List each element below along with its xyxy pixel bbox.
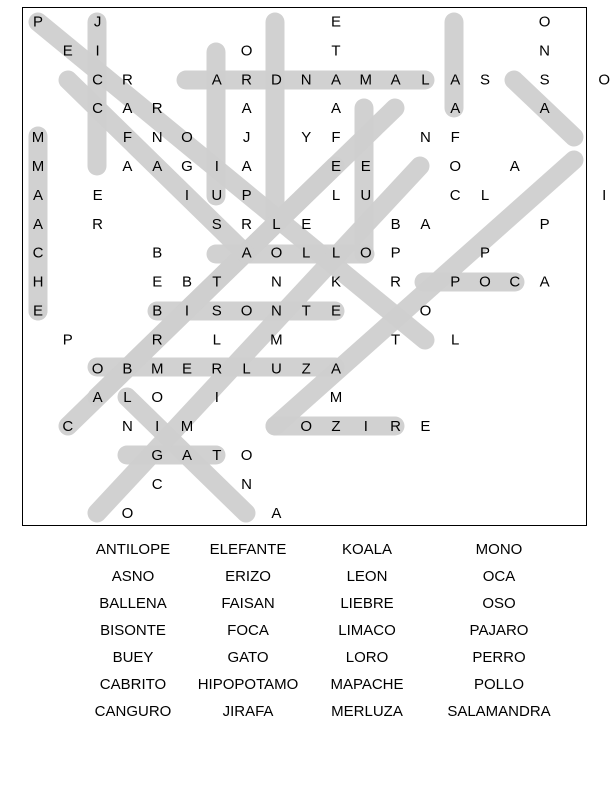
grid-letter[interactable]: O bbox=[479, 273, 491, 291]
word-list-item: PAJARO bbox=[469, 622, 529, 639]
grid-letter[interactable]: N bbox=[270, 273, 282, 291]
grid-letter[interactable]: A bbox=[241, 244, 252, 262]
grid-letter[interactable]: I bbox=[602, 186, 607, 204]
grid-letter[interactable]: L bbox=[123, 389, 132, 407]
grid-letter[interactable]: U bbox=[270, 360, 282, 378]
grid-letter[interactable]: F bbox=[450, 129, 460, 147]
grid-letter[interactable]: A bbox=[450, 100, 461, 118]
grid-letter[interactable]: A bbox=[271, 504, 282, 522]
word-list-item: LORO bbox=[345, 649, 389, 666]
grid-letter[interactable]: P bbox=[241, 186, 252, 204]
grid-letter[interactable]: T bbox=[331, 42, 341, 60]
word-list-row bbox=[70, 536, 570, 563]
grid-letter[interactable]: I bbox=[155, 418, 160, 436]
grid-letter[interactable]: O bbox=[240, 42, 253, 60]
grid-letter[interactable]: J bbox=[93, 13, 102, 31]
grid-letter[interactable]: P bbox=[390, 244, 401, 262]
word-list-item: MAPACHE bbox=[330, 676, 404, 693]
word-list-item: JIRAFA bbox=[222, 703, 274, 720]
grid-letter[interactable]: M bbox=[180, 418, 194, 436]
word-list-item: SALAMANDRA bbox=[447, 703, 551, 720]
grid-letter[interactable]: L bbox=[331, 244, 341, 262]
grid-letter[interactable]: E bbox=[301, 215, 312, 233]
grid-letter[interactable]: P bbox=[32, 13, 44, 31]
grid-letter[interactable]: O bbox=[538, 13, 551, 31]
grid-letter[interactable]: A bbox=[390, 71, 401, 89]
grid-letter[interactable]: R bbox=[211, 360, 223, 378]
grid-letter[interactable]: N bbox=[241, 475, 253, 493]
grid-letter[interactable]: B bbox=[181, 273, 193, 291]
word-list-item: BALLENA bbox=[99, 595, 167, 612]
grid-letter[interactable]: J bbox=[242, 129, 251, 147]
grid-letter[interactable]: A bbox=[122, 158, 133, 175]
grid-letter[interactable]: A bbox=[539, 273, 550, 291]
word-list-item: KOALA bbox=[341, 541, 393, 558]
word-list bbox=[70, 536, 570, 725]
grid-letter[interactable]: N bbox=[419, 129, 431, 147]
grid-letter[interactable]: M bbox=[270, 331, 283, 349]
grid-letter[interactable]: O bbox=[270, 244, 283, 262]
grid-letter[interactable]: E bbox=[420, 418, 431, 436]
grid-letter[interactable]: R bbox=[241, 71, 253, 89]
grid-letter[interactable]: D bbox=[270, 71, 282, 89]
grid-letter[interactable]: E bbox=[330, 302, 342, 320]
grid-letter[interactable]: A bbox=[32, 186, 44, 204]
grid-letter[interactable]: K bbox=[330, 273, 342, 291]
word-list-item: FOCA bbox=[227, 622, 269, 639]
grid-letter[interactable]: T bbox=[212, 273, 222, 291]
grid-letter[interactable]: T bbox=[212, 447, 222, 464]
grid-letter[interactable]: M bbox=[31, 158, 45, 175]
grid-letter[interactable]: B bbox=[390, 215, 401, 233]
word-list-item: ELEFANTE bbox=[209, 541, 287, 558]
grid-letter[interactable]: G bbox=[151, 447, 164, 464]
grid-letter[interactable]: R bbox=[121, 71, 133, 89]
grid-letter[interactable]: A bbox=[32, 215, 44, 233]
grid-letter[interactable]: I bbox=[184, 302, 190, 320]
grid-letter[interactable]: C bbox=[449, 186, 461, 204]
grid-letter[interactable]: M bbox=[150, 360, 164, 378]
grid-letter[interactable]: P bbox=[450, 273, 461, 291]
grid-letter[interactable]: E bbox=[360, 158, 371, 175]
found-word-highlights bbox=[38, 22, 574, 513]
grid-letter[interactable]: A bbox=[241, 100, 252, 118]
word-list-item: CANGURO bbox=[94, 703, 172, 720]
grid-letter[interactable]: M bbox=[359, 71, 373, 89]
grid-letter[interactable]: A bbox=[420, 215, 431, 233]
grid-letter[interactable]: R bbox=[151, 100, 163, 118]
grid-letter[interactable]: S bbox=[539, 71, 550, 89]
grid-letter[interactable]: L bbox=[451, 331, 460, 349]
word-list-row bbox=[70, 563, 570, 590]
word-list-item: LIMACO bbox=[338, 622, 396, 639]
grid-letter[interactable]: A bbox=[509, 158, 520, 175]
word-list-item: BUEY bbox=[112, 649, 154, 666]
grid-letter[interactable]: C bbox=[92, 100, 104, 118]
grid-letter[interactable]: B bbox=[152, 302, 163, 320]
grid-letter[interactable]: N bbox=[270, 302, 282, 320]
grid-letter[interactable]: I bbox=[214, 389, 219, 407]
grid-letter[interactable]: C bbox=[509, 273, 521, 291]
grid-letter[interactable]: A bbox=[92, 389, 103, 407]
highlight-diag-2 bbox=[275, 160, 574, 426]
grid-letter[interactable]: O bbox=[240, 447, 253, 464]
grid-letter[interactable]: I bbox=[214, 158, 219, 175]
grid-letter[interactable]: R bbox=[241, 215, 253, 233]
grid-letter[interactable]: O bbox=[181, 129, 193, 147]
grid-letter[interactable]: E bbox=[152, 273, 163, 291]
grid-letter[interactable]: E bbox=[330, 158, 342, 175]
grid-letter[interactable]: A bbox=[450, 71, 461, 89]
word-list-item: HIPOPOTAMO bbox=[197, 676, 299, 693]
grid-letter[interactable]: L bbox=[302, 244, 311, 262]
grid-letter[interactable]: L bbox=[421, 71, 430, 89]
grid-letter[interactable]: P bbox=[479, 244, 491, 262]
word-list-item: FAISAN bbox=[221, 595, 275, 612]
grid-letter[interactable]: A bbox=[181, 447, 193, 464]
grid-letter[interactable]: G bbox=[181, 158, 193, 175]
word-list-item: ASNO bbox=[111, 568, 155, 585]
word-list-row bbox=[70, 698, 570, 725]
grid-letter[interactable]: O bbox=[151, 389, 164, 407]
word-list-row bbox=[70, 671, 570, 698]
grid-letter[interactable]: C bbox=[92, 71, 104, 89]
grid-letter[interactable]: R bbox=[390, 273, 402, 291]
grid-letter[interactable]: H bbox=[32, 273, 44, 291]
grid-letter[interactable]: O bbox=[598, 71, 611, 89]
word-list-item: ERIZO bbox=[225, 568, 271, 585]
grid-letter[interactable]: M bbox=[329, 389, 343, 407]
grid-letter[interactable]: C bbox=[62, 418, 74, 436]
grid-letter[interactable]: N bbox=[539, 42, 551, 60]
grid-letter[interactable]: L bbox=[331, 186, 341, 204]
grid-letter[interactable]: A bbox=[211, 71, 222, 89]
grid-letter[interactable]: N bbox=[151, 129, 163, 147]
word-list-item: LEON bbox=[346, 568, 388, 585]
grid-letter[interactable]: T bbox=[301, 302, 311, 320]
grid-letter[interactable]: S bbox=[211, 215, 222, 233]
grid-letter[interactable]: O bbox=[449, 158, 462, 175]
grid-letter[interactable]: E bbox=[330, 13, 342, 31]
grid-letter[interactable]: L bbox=[480, 186, 490, 204]
grid-letter[interactable]: A bbox=[152, 158, 163, 175]
word-list-item: ANTILOPE bbox=[95, 541, 171, 558]
grid-letter[interactable]: I bbox=[184, 186, 190, 204]
grid-letter[interactable]: E bbox=[32, 302, 44, 320]
word-list-row bbox=[70, 617, 570, 644]
word-list-item: MERLUZA bbox=[331, 703, 403, 720]
grid-letter[interactable]: Z bbox=[301, 360, 311, 378]
word-list-item: OCA bbox=[482, 568, 516, 585]
grid-letter[interactable]: O bbox=[121, 504, 134, 522]
word-list-item: PERRO bbox=[472, 649, 526, 666]
grid-letter[interactable]: O bbox=[91, 360, 104, 378]
grid-letter[interactable]: N bbox=[300, 71, 312, 89]
word-list-item: POLLO bbox=[473, 676, 525, 693]
grid-letter[interactable]: N bbox=[121, 418, 133, 436]
grid-letter[interactable]: L bbox=[242, 360, 251, 378]
grid-letter[interactable]: P bbox=[62, 331, 73, 349]
grid-letter[interactable]: F bbox=[331, 129, 341, 147]
grid-letter[interactable]: R bbox=[92, 215, 104, 233]
grid-letter[interactable]: B bbox=[122, 360, 133, 378]
word-list-item: GATO bbox=[227, 649, 269, 666]
grid-letter[interactable]: L bbox=[272, 215, 281, 233]
grid-letter[interactable]: S bbox=[211, 302, 222, 320]
word-list-item: BISONTE bbox=[100, 622, 166, 639]
grid-letter[interactable]: O bbox=[300, 418, 313, 436]
grid-letter[interactable]: M bbox=[31, 129, 45, 147]
grid-letter[interactable]: A bbox=[330, 71, 342, 89]
grid-letter[interactable]: A bbox=[330, 360, 342, 378]
grid-letter[interactable]: E bbox=[92, 186, 103, 204]
grid-letter[interactable]: O bbox=[419, 302, 432, 320]
word-list-row bbox=[70, 590, 570, 617]
grid-letter[interactable]: I bbox=[95, 42, 100, 60]
grid-letter[interactable]: P bbox=[539, 215, 550, 233]
grid-letter[interactable]: E bbox=[62, 42, 73, 60]
grid-letter[interactable]: B bbox=[152, 244, 163, 262]
grid-letter[interactable]: Y bbox=[301, 129, 312, 147]
grid-letter[interactable]: R bbox=[390, 418, 402, 436]
grid-letter[interactable]: E bbox=[181, 360, 193, 378]
word-list-item: MONO bbox=[475, 541, 523, 558]
grid-letter[interactable]: S bbox=[479, 71, 491, 89]
grid-letter[interactable]: C bbox=[32, 244, 44, 262]
grid-letter[interactable]: Z bbox=[331, 418, 341, 436]
word-list-item: OSO bbox=[482, 595, 516, 612]
grid-letter[interactable]: R bbox=[151, 331, 163, 349]
word-list-item: LIEBRE bbox=[340, 595, 394, 612]
word-list-item: CABRITO bbox=[99, 676, 167, 693]
grid-letter[interactable]: A bbox=[241, 158, 252, 175]
grid-letter[interactable]: U bbox=[360, 186, 372, 204]
grid-letter[interactable]: T bbox=[391, 331, 401, 349]
grid-letter[interactable]: U bbox=[211, 186, 223, 204]
grid-letter[interactable]: A bbox=[539, 100, 550, 118]
grid-letter[interactable]: F bbox=[122, 129, 132, 147]
grid-letter[interactable]: L bbox=[212, 331, 221, 349]
grid-letter[interactable]: O bbox=[359, 244, 372, 262]
word-list-row bbox=[70, 644, 570, 671]
grid-letter[interactable]: A bbox=[330, 100, 342, 118]
grid-letter[interactable]: O bbox=[240, 302, 253, 320]
grid-letter[interactable]: I bbox=[363, 418, 368, 436]
grid-letter[interactable]: C bbox=[151, 475, 163, 493]
grid-letter[interactable]: A bbox=[122, 100, 133, 118]
